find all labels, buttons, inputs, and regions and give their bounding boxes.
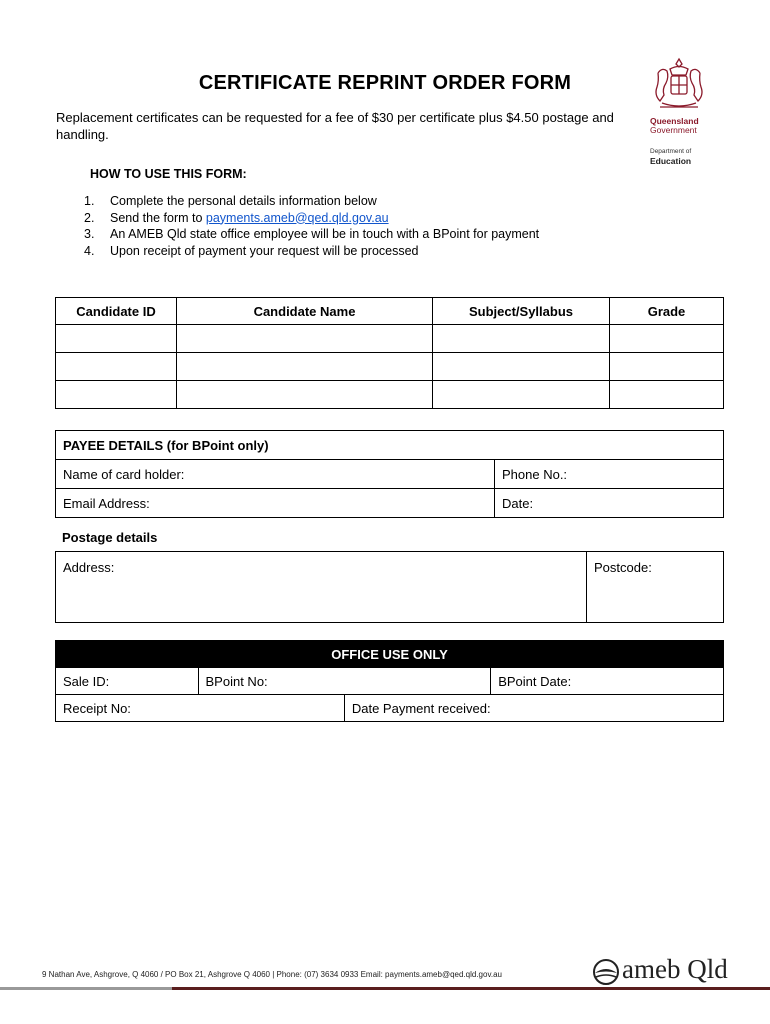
- candidate-id-cell[interactable]: [56, 325, 177, 353]
- subject-cell[interactable]: [433, 353, 610, 381]
- footer-bar-maroon: [172, 987, 770, 990]
- bpoint-no-field[interactable]: BPoint No:: [198, 668, 491, 695]
- how-to-heading: HOW TO USE THIS FORM:: [90, 167, 247, 181]
- subject-cell[interactable]: [433, 381, 610, 409]
- ameb-logo: [592, 955, 760, 989]
- sale-id-field[interactable]: Sale ID:: [56, 668, 199, 695]
- date-field[interactable]: Date:: [495, 489, 724, 518]
- step-3: [84, 226, 539, 243]
- payee-table: [55, 430, 724, 518]
- subject-cell[interactable]: [433, 325, 610, 353]
- col-grade: Grade: [610, 298, 724, 325]
- coat-of-arms-icon: [650, 55, 708, 111]
- ameb-logo-text: ameb Qld: [622, 954, 728, 984]
- candidate-id-cell[interactable]: [56, 353, 177, 381]
- table-row: [56, 325, 724, 353]
- candidate-name-cell[interactable]: [177, 381, 433, 409]
- payee-heading: PAYEE DETAILS (for BPoint only): [56, 431, 724, 460]
- footer-contact: 9 Nathan Ave, Ashgrove, Q 4060 / PO Box 21, Ashgrove Q 4060 | Phone: (07) 3634 0933 Email: payments.ameb@qed.qld.gov.au: [42, 970, 502, 979]
- bpoint-date-field[interactable]: BPoint Date:: [491, 668, 724, 695]
- grade-cell[interactable]: [610, 381, 724, 409]
- postage-table: [55, 551, 724, 623]
- ameb-emblem-icon: [592, 958, 620, 986]
- email-link[interactable]: payments.ameb@qed.qld.gov.au: [205, 210, 389, 225]
- logo-dept2: Education: [650, 156, 692, 166]
- phone-field[interactable]: Phone No.:: [495, 460, 724, 489]
- step-text: Send the form to: [110, 210, 206, 225]
- intro-text: Replacement certificates can be requested for a fee of $30 per certificate plus $4.50 postage and handling.: [56, 110, 614, 142]
- step-4: [84, 243, 539, 260]
- grade-cell[interactable]: [610, 325, 724, 353]
- logo-line1: Queensland: [650, 116, 699, 126]
- footer-bar-grey: [0, 987, 172, 990]
- address-field[interactable]: Address:: [56, 552, 587, 623]
- step-number: 1.: [84, 194, 95, 208]
- step-1: [84, 193, 539, 210]
- office-use-heading: OFFICE USE ONLY: [56, 641, 724, 668]
- receipt-no-field[interactable]: Receipt No:: [56, 695, 345, 722]
- step-text: An AMEB Qld state office employee will be in touch with a BPoint for payment: [110, 227, 540, 241]
- table-row: [56, 381, 724, 409]
- col-candidate-id: Candidate ID: [56, 298, 177, 325]
- step-number: 3.: [84, 227, 95, 241]
- candidate-table: [55, 297, 724, 409]
- candidate-name-cell[interactable]: [177, 353, 433, 381]
- candidate-name-cell[interactable]: [177, 325, 433, 353]
- postcode-field[interactable]: Postcode:: [587, 552, 724, 623]
- qld-government-logo: [650, 55, 720, 166]
- date-payment-field[interactable]: Date Payment received:: [344, 695, 723, 722]
- step-text: Upon receipt of payment your request will be processed: [110, 243, 419, 258]
- steps-list: [84, 193, 539, 259]
- step-number: 2.: [84, 210, 95, 225]
- step-text: Complete the personal details information below: [110, 194, 377, 208]
- office-use-table: [55, 640, 724, 722]
- col-subject-syllabus: Subject/Syllabus: [433, 298, 610, 325]
- step-2: [84, 210, 539, 227]
- col-candidate-name: Candidate Name: [177, 298, 433, 325]
- postage-heading: Postage details: [62, 530, 158, 545]
- table-header-row: [56, 298, 724, 325]
- card-holder-field[interactable]: Name of card holder:: [56, 460, 495, 489]
- grade-cell[interactable]: [610, 353, 724, 381]
- table-row: [56, 353, 724, 381]
- email-field[interactable]: Email Address:: [56, 489, 495, 518]
- logo-line2: Government: [650, 125, 697, 135]
- logo-dept1: Department of: [650, 148, 692, 155]
- form-title: CERTIFICATE REPRINT ORDER FORM: [198, 72, 572, 94]
- candidate-id-cell[interactable]: [56, 381, 177, 409]
- step-number: 4.: [84, 243, 95, 258]
